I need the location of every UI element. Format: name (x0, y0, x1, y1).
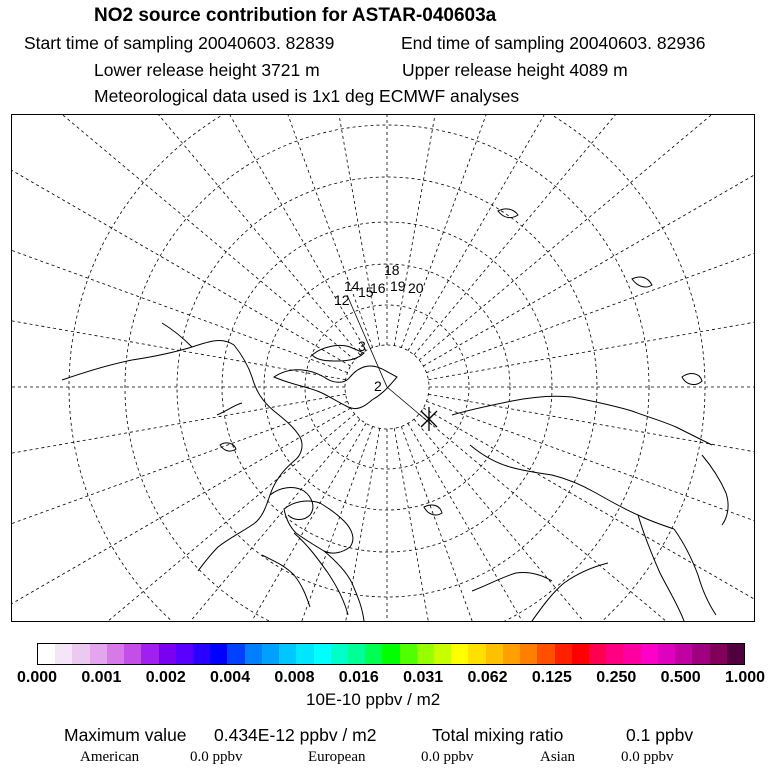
colorbar-tick-label: 0.125 (531, 669, 572, 686)
contour-label: 3 (358, 338, 366, 354)
island-coast (498, 209, 518, 218)
colorbar (37, 643, 745, 665)
meridian-line (12, 115, 351, 366)
colorbar-tick-label: 0.500 (660, 669, 701, 686)
colorbar-tick-label: 0.062 (467, 669, 508, 686)
meridian-line (401, 426, 626, 621)
region-american-label: American (80, 749, 140, 765)
meridian-line (426, 401, 754, 621)
colorbar-segment (555, 644, 572, 664)
colorbar-segment (365, 644, 382, 664)
colorbar-segment (692, 644, 709, 664)
lower-release-height: Lower release height 3721 m (94, 60, 320, 80)
colorbar-tick-label: 0.250 (596, 669, 637, 686)
colorbar-segment (468, 644, 485, 664)
meridian-line (423, 115, 754, 366)
meridian-line (401, 115, 626, 348)
meridian-line (37, 423, 366, 621)
colorbar-segment (72, 644, 89, 664)
meridian-line (37, 115, 366, 351)
contour-label: 18 (384, 262, 400, 278)
colorbar-segment (451, 644, 468, 664)
scandinavia-coast (284, 501, 353, 553)
colorbar-segment (245, 644, 262, 664)
region-asian-value: 0.0 ppbv (621, 749, 674, 765)
colorbar-segment (193, 644, 210, 664)
colorbar-segment (400, 644, 417, 664)
colorbar-segment (520, 644, 537, 664)
colorbar-segment (382, 644, 399, 664)
total-value: 0.1 ppbv (626, 725, 694, 745)
meridian-line (428, 265, 754, 379)
max-value: 0.434E-12 ppbv / m2 (214, 725, 377, 745)
colorbar-segment (279, 644, 296, 664)
colorbar-tick-label: 0.004 (210, 669, 251, 686)
contour-labels (334, 262, 424, 394)
colorbar-segment (124, 644, 141, 664)
upper-release-height: Upper release height 4089 m (402, 60, 628, 80)
colorbar-segment (141, 644, 158, 664)
colorbar-segment (606, 644, 623, 664)
colorbar-segment (107, 644, 124, 664)
contour-label: 19 (390, 278, 406, 294)
colorbar-segment (417, 644, 434, 664)
contour-label: 16 (370, 280, 386, 296)
total-label: Total mixing ratio (432, 725, 564, 745)
colorbar-segment (314, 644, 331, 664)
meridian-line (12, 115, 360, 355)
meridian-line (265, 428, 379, 621)
map-frame (11, 114, 755, 622)
region-european-value: 0.0 ppbv (421, 749, 474, 765)
met-data-note: Meteorological data used is 1x1 deg ECMWF analyses (94, 86, 520, 106)
meridian-line (419, 115, 754, 360)
contour-label: 2 (374, 378, 382, 394)
meridian-line (12, 401, 348, 621)
colorbar-tick-label: 0.031 (403, 669, 444, 686)
meridian-line (423, 408, 754, 621)
meridian-line (394, 428, 508, 621)
region-asian-label: Asian (540, 749, 575, 765)
meridian-line (408, 423, 737, 621)
colorbar-segment (727, 644, 744, 664)
contour-label: 12 (334, 292, 350, 308)
colorbar-segment (227, 644, 244, 664)
start-time: Start time of sampling 20040603. 82839 (24, 33, 335, 53)
colorbar-segment (159, 644, 176, 664)
region-european-label: European (308, 749, 366, 765)
max-label: Maximum value (64, 725, 187, 745)
map-title: NO2 source contribution for ASTAR-040603a (94, 5, 497, 26)
colorbar-segment (572, 644, 589, 664)
hudson-coast (270, 488, 313, 520)
colorbar-segment (296, 644, 313, 664)
colorbar-segment (262, 644, 279, 664)
colorbar-tick-label: 0.016 (338, 669, 379, 686)
colorbar-segment (210, 644, 227, 664)
polar-map (12, 115, 754, 621)
meridian-line (12, 408, 351, 621)
island-coast (632, 277, 652, 287)
meridian-line (426, 148, 754, 373)
contour-label: 15 (358, 284, 374, 300)
island-coast (682, 374, 702, 385)
colorbar-tick-label: 0.000 (16, 669, 58, 686)
colorbar-segment (486, 644, 503, 664)
meridian-line (148, 115, 373, 348)
asia-east-coast (638, 515, 716, 621)
colorbar-tick-label: 0.002 (145, 669, 186, 686)
meridian-line (12, 419, 360, 621)
siberia-coast (452, 396, 712, 529)
colorbar-segment (658, 644, 675, 664)
meridian-line (408, 115, 737, 351)
meridian-line (12, 148, 348, 373)
colorbar-segment (589, 644, 606, 664)
contour-label: 20 (408, 280, 424, 296)
colorbar-segment (537, 644, 554, 664)
meridian-line (265, 115, 379, 346)
europe-coast (262, 533, 364, 621)
colorbar-segment (503, 644, 520, 664)
kamchatka-coast (702, 455, 728, 525)
colorbar-segment (623, 644, 640, 664)
colorbar-segment (90, 644, 107, 664)
colorbar-segment (710, 644, 727, 664)
north-america-coast (62, 323, 302, 571)
meridian-line (419, 414, 754, 621)
meridian-line (12, 394, 346, 508)
colorbar-segment (641, 644, 658, 664)
meridian-line (414, 115, 754, 355)
colorbar-segment (55, 644, 72, 664)
meridian-line (428, 394, 754, 508)
colorbar-tick-label: 0.008 (274, 669, 315, 686)
colorbar-segment (348, 644, 365, 664)
colorbar-tick-label: 0.001 (81, 669, 122, 686)
colorbar-tick-label: 1.000 (724, 669, 766, 686)
colorbar-segment (434, 644, 451, 664)
region-american-value: 0.0 ppbv (190, 749, 243, 765)
colorbar-segment (38, 644, 55, 664)
colorbar-segment (331, 644, 348, 664)
colorbar-unit: 10E-10 ppbv / m2 (306, 690, 441, 709)
contour-label: 14 (344, 278, 360, 294)
lat-lon-grid (12, 115, 754, 621)
pole-line (387, 387, 432, 425)
end-time: End time of sampling 20040603. 82936 (401, 33, 706, 53)
meridian-line (12, 115, 355, 360)
colorbar-segment (675, 644, 692, 664)
middle-east-coast (472, 563, 608, 621)
colorbar-segment (176, 644, 193, 664)
meridian-line (394, 115, 508, 346)
